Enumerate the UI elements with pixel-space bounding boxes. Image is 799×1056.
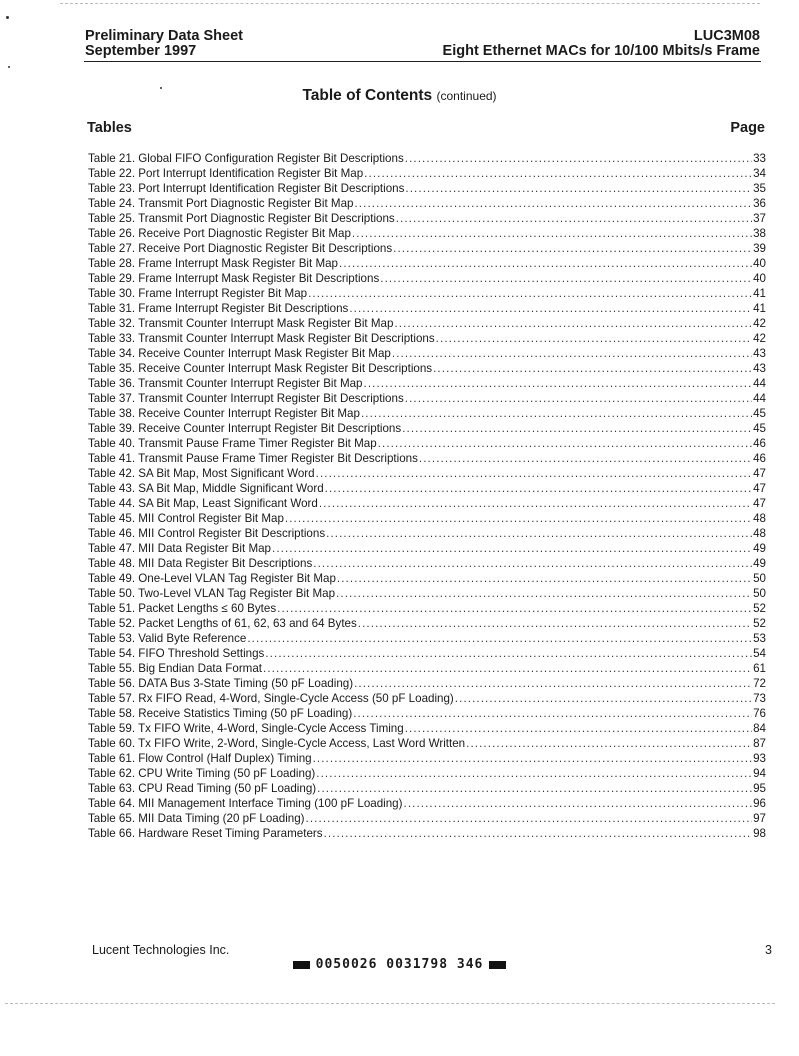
toc-entry[interactable] xyxy=(88,301,766,316)
dot-leader xyxy=(247,631,752,646)
toc-entry-page: 72 xyxy=(753,677,766,690)
dot-leader xyxy=(313,556,752,571)
toc-entry-page: 40 xyxy=(753,272,766,285)
toc-entry[interactable] xyxy=(88,556,766,571)
dot-leader xyxy=(285,511,752,526)
dot-leader xyxy=(419,451,752,466)
header-right xyxy=(443,29,760,59)
toc-entry-title: Table 61. Flow Control (Half Duplex) Timing xyxy=(88,752,312,765)
toc-entry-title: Table 24. Transmit Port Diagnostic Register Bit Map xyxy=(88,197,354,210)
toc-entry-title: Table 50. Two-Level VLAN Tag Register Bit Map xyxy=(88,587,336,600)
toc-entry[interactable] xyxy=(88,211,766,226)
toc-entry-page: 97 xyxy=(753,812,766,825)
toc-entry-page: 76 xyxy=(753,707,766,720)
toc-entry-page: 42 xyxy=(753,332,766,345)
toc-entry[interactable] xyxy=(88,496,766,511)
toc-entry-title: Table 51. Packet Lengths ≤ 60 Bytes xyxy=(88,602,277,615)
toc-entry-page: 41 xyxy=(753,287,766,300)
toc-entry-page: 54 xyxy=(753,647,766,660)
toc-entry-title: Table 29. Frame Interrupt Mask Register Bit Descriptions xyxy=(88,272,380,285)
scan-speck xyxy=(6,16,9,19)
toc-entry-title: Table 59. Tx FIFO Write, 4-Word, Single-Cycle Access Timing xyxy=(88,722,404,735)
toc-entry[interactable] xyxy=(88,766,766,781)
toc-entry-page: 52 xyxy=(753,602,766,615)
dot-leader xyxy=(277,601,752,616)
toc-entry-page: 41 xyxy=(753,302,766,315)
toc-entry-title: Table 60. Tx FIFO Write, 2-Word, Single-Cycle Access, Last Word Written xyxy=(88,737,466,750)
scan-edge-bottom xyxy=(5,1003,775,1004)
toc-entry[interactable] xyxy=(88,571,766,586)
toc-entry-title: Table 46. MII Control Register Bit Descriptions xyxy=(88,527,326,540)
toc-entry-title: Table 21. Global FIFO Configuration Register Bit Descriptions xyxy=(88,152,404,165)
toc-entry[interactable] xyxy=(88,811,766,826)
dot-leader xyxy=(405,721,752,736)
toc-entry-page: 48 xyxy=(753,512,766,525)
toc-entry[interactable] xyxy=(88,226,766,241)
barcode-block-right xyxy=(489,961,506,969)
toc-entry[interactable] xyxy=(88,826,766,841)
toc-entry-title: Table 33. Transmit Counter Interrupt Mask Register Bit Descriptions xyxy=(88,332,435,345)
toc-entry[interactable] xyxy=(88,796,766,811)
toc-entry[interactable] xyxy=(88,631,766,646)
toc-entry[interactable] xyxy=(88,526,766,541)
toc-entry-page: 45 xyxy=(753,407,766,420)
toc-entry-title: Table 23. Port Interrupt Identification Register Bit Descriptions xyxy=(88,182,405,195)
toc-entry[interactable] xyxy=(88,601,766,616)
toc-entry-title: Table 37. Transmit Counter Interrupt Register Bit Descriptions xyxy=(88,392,404,405)
toc-title xyxy=(0,87,799,105)
toc-entry-title: Table 31. Frame Interrupt Register Bit Descriptions xyxy=(88,302,349,315)
toc-entry-title: Table 22. Port Interrupt Identification Register Bit Map xyxy=(88,167,364,180)
dot-leader xyxy=(358,616,752,631)
dot-leader xyxy=(306,811,753,826)
toc-entry-page: 52 xyxy=(753,617,766,630)
column-heading-page: Page xyxy=(730,120,765,136)
toc-entry[interactable] xyxy=(88,151,766,166)
toc-entry[interactable] xyxy=(88,316,766,331)
toc-entry-title: Table 45. MII Control Register Bit Map xyxy=(88,512,284,525)
toc-entry-page: 98 xyxy=(753,827,766,840)
toc-entry-title: Table 41. Transmit Pause Frame Timer Register Bit Descriptions xyxy=(88,452,418,465)
toc-entry[interactable] xyxy=(88,196,766,211)
dot-leader xyxy=(263,661,752,676)
toc-entry-title: Table 25. Transmit Port Diagnostic Register Bit Descriptions xyxy=(88,212,395,225)
dot-leader xyxy=(349,301,752,316)
barcode-block-left xyxy=(293,961,310,969)
toc-entry[interactable] xyxy=(88,721,766,736)
toc-entry-page: 44 xyxy=(753,377,766,390)
toc-entry-title: Table 32. Transmit Counter Interrupt Mask Register Bit Map xyxy=(88,317,394,330)
toc-entry-title: Table 42. SA Bit Map, Most Significant Word xyxy=(88,467,315,480)
dot-leader xyxy=(324,826,753,841)
toc-entry[interactable] xyxy=(88,706,766,721)
footer-company: Lucent Technologies Inc. xyxy=(92,943,230,957)
dot-leader xyxy=(354,196,752,211)
dot-leader xyxy=(405,181,752,196)
toc-entry[interactable] xyxy=(88,181,766,196)
toc-entry-page: 33 xyxy=(753,152,766,165)
toc-entry-page: 43 xyxy=(753,347,766,360)
toc-entry-page: 61 xyxy=(753,662,766,675)
dot-leader xyxy=(361,406,752,421)
toc-entry-page: 36 xyxy=(753,197,766,210)
toc-entry-title: Table 56. DATA Bus 3-State Timing (50 pF Loading) xyxy=(88,677,354,690)
toc-entry-title: Table 54. FIFO Threshold Settings xyxy=(88,647,265,660)
dot-leader xyxy=(364,376,753,391)
toc-entry-title: Table 34. Receive Counter Interrupt Mask Register Bit Map xyxy=(88,347,391,360)
dot-leader xyxy=(466,736,752,751)
dot-leader xyxy=(405,151,752,166)
toc-title-text: Table of Contents xyxy=(302,87,433,104)
dot-leader xyxy=(316,766,752,781)
dot-leader xyxy=(319,496,752,511)
header-rule xyxy=(84,61,761,62)
toc-entry-page: 94 xyxy=(753,767,766,780)
toc-entry[interactable] xyxy=(88,331,766,346)
toc-entry-title: Table 30. Frame Interrupt Register Bit Map xyxy=(88,287,308,300)
toc-entry-page: 40 xyxy=(753,257,766,270)
dot-leader xyxy=(352,226,752,241)
dot-leader xyxy=(265,646,752,661)
toc-entry-page: 53 xyxy=(753,632,766,645)
toc-entry-page: 47 xyxy=(753,497,766,510)
toc-entry[interactable] xyxy=(88,466,766,481)
toc-entry[interactable] xyxy=(88,451,766,466)
dot-leader xyxy=(339,256,752,271)
toc-entry[interactable] xyxy=(88,241,766,256)
toc-entry-page: 44 xyxy=(753,392,766,405)
toc-entry[interactable] xyxy=(88,511,766,526)
dot-leader xyxy=(380,271,752,286)
toc-entry-title: Table 43. SA Bit Map, Middle Significant Word xyxy=(88,482,324,495)
toc-entry-page: 96 xyxy=(753,797,766,810)
barcode xyxy=(0,957,799,972)
toc-entry[interactable] xyxy=(88,346,766,361)
dot-leader xyxy=(272,541,752,556)
scan-edge-top xyxy=(60,3,760,4)
toc-entry[interactable] xyxy=(88,361,766,376)
toc-entry-page: 49 xyxy=(753,557,766,570)
toc-entry-title: Table 27. Receive Port Diagnostic Register Bit Descriptions xyxy=(88,242,393,255)
toc-entry-title: Table 40. Transmit Pause Frame Timer Register Bit Map xyxy=(88,437,377,450)
toc-entry-list xyxy=(88,151,766,841)
toc-entry[interactable] xyxy=(88,781,766,796)
scan-speck xyxy=(8,66,10,68)
dot-leader xyxy=(402,421,752,436)
toc-entry[interactable] xyxy=(88,286,766,301)
toc-continued: (continued) xyxy=(436,89,497,103)
toc-entry-title: Table 49. One-Level VLAN Tag Register Bit Map xyxy=(88,572,336,585)
dot-leader xyxy=(354,676,752,691)
toc-entry[interactable] xyxy=(88,481,766,496)
toc-entry[interactable] xyxy=(88,256,766,271)
header-left xyxy=(85,29,243,59)
dot-leader xyxy=(308,286,752,301)
dot-leader xyxy=(313,751,753,766)
toc-entry-page: 87 xyxy=(753,737,766,750)
toc-entry[interactable] xyxy=(88,646,766,661)
toc-entry-title: Table 63. CPU Read Timing (50 pF Loading) xyxy=(88,782,317,795)
product-title: Eight Ethernet MACs for 10/100 Mbits/s Frame xyxy=(442,43,760,59)
toc-entry-title: Table 64. MII Management Interface Timing (100 pF Loading) xyxy=(88,797,403,810)
toc-entry-title: Table 26. Receive Port Diagnostic Register Bit Map xyxy=(88,227,351,240)
dot-leader xyxy=(378,436,752,451)
toc-entry-page: 38 xyxy=(753,227,766,240)
toc-entry[interactable] xyxy=(88,421,766,436)
dot-leader xyxy=(326,526,752,541)
toc-entry[interactable] xyxy=(88,376,766,391)
toc-entry-page: 49 xyxy=(753,542,766,555)
toc-entry-title: Table 55. Big Endian Data Format xyxy=(88,662,263,675)
toc-entry[interactable] xyxy=(88,661,766,676)
part-number: LUC3M08 xyxy=(693,28,760,44)
toc-entry-page: 45 xyxy=(753,422,766,435)
toc-entry-page: 35 xyxy=(753,182,766,195)
toc-entry-page: 39 xyxy=(753,242,766,255)
dot-leader xyxy=(404,796,753,811)
dot-leader xyxy=(317,781,752,796)
toc-entry-title: Table 28. Frame Interrupt Mask Register Bit Map xyxy=(88,257,339,270)
dot-leader xyxy=(325,481,752,496)
toc-entry[interactable] xyxy=(88,616,766,631)
toc-entry[interactable] xyxy=(88,406,766,421)
toc-entry-page: 34 xyxy=(753,167,766,180)
dot-leader xyxy=(393,241,752,256)
dot-leader xyxy=(396,211,752,226)
toc-entry-title: Table 65. MII Data Timing (20 pF Loading) xyxy=(88,812,305,825)
toc-entry-page: 84 xyxy=(753,722,766,735)
toc-entry-title: Table 47. MII Data Register Bit Map xyxy=(88,542,272,555)
dot-leader xyxy=(353,706,752,721)
toc-entry[interactable] xyxy=(88,166,766,181)
dot-leader xyxy=(394,316,752,331)
toc-entry-title: Table 52. Packet Lengths of 61, 62, 63 and 64 Bytes xyxy=(88,617,357,630)
toc-entry-title: Table 44. SA Bit Map, Least Significant Word xyxy=(88,497,318,510)
column-heading-tables: Tables xyxy=(87,120,132,136)
toc-entry-page: 47 xyxy=(753,467,766,480)
toc-entry-page: 43 xyxy=(753,362,766,375)
dot-leader xyxy=(455,691,752,706)
dot-leader xyxy=(392,346,752,361)
toc-entry-title: Table 62. CPU Write Timing (50 pF Loading) xyxy=(88,767,316,780)
toc-entry-page: 50 xyxy=(753,572,766,585)
toc-entry-page: 46 xyxy=(753,452,766,465)
toc-entry-title: Table 38. Receive Counter Interrupt Register Bit Map xyxy=(88,407,360,420)
doc-type: Preliminary Data Sheet xyxy=(85,28,243,44)
toc-entry[interactable] xyxy=(88,691,766,706)
toc-entry[interactable] xyxy=(88,586,766,601)
toc-entry-page: 50 xyxy=(753,587,766,600)
toc-entry-title: Table 66. Hardware Reset Timing Parameters xyxy=(88,827,323,840)
toc-entry-page: 93 xyxy=(753,752,766,765)
dot-leader xyxy=(433,361,752,376)
toc-entry-title: Table 57. Rx FIFO Read, 4-Word, Single-Cycle Access (50 pF Loading) xyxy=(88,692,454,705)
dot-leader xyxy=(364,166,752,181)
toc-entry-page: 37 xyxy=(753,212,766,225)
dot-leader xyxy=(337,571,752,586)
toc-entry[interactable] xyxy=(88,391,766,406)
toc-entry[interactable] xyxy=(88,436,766,451)
dot-leader xyxy=(316,466,752,481)
dot-leader xyxy=(336,586,752,601)
toc-entry[interactable] xyxy=(88,271,766,286)
footer-page-number: 3 xyxy=(765,943,772,957)
toc-entry-page: 95 xyxy=(753,782,766,795)
dot-leader xyxy=(405,391,752,406)
toc-entry-title: Table 48. MII Data Register Bit Descriptions xyxy=(88,557,313,570)
toc-entry-page: 73 xyxy=(753,692,766,705)
toc-entry-title: Table 36. Transmit Counter Interrupt Register Bit Map xyxy=(88,377,363,390)
toc-entry[interactable] xyxy=(88,541,766,556)
dot-leader xyxy=(436,331,752,346)
toc-entry-page: 47 xyxy=(753,482,766,495)
toc-entry[interactable] xyxy=(88,736,766,751)
toc-entry-title: Table 53. Valid Byte Reference xyxy=(88,632,247,645)
doc-date: September 1997 xyxy=(85,43,197,59)
toc-entry[interactable] xyxy=(88,676,766,691)
toc-entry-title: Table 35. Receive Counter Interrupt Mask Register Bit Descriptions xyxy=(88,362,433,375)
toc-entry-title: Table 58. Receive Statistics Timing (50 pF Loading) xyxy=(88,707,353,720)
toc-entry[interactable] xyxy=(88,751,766,766)
toc-entry-title: Table 39. Receive Counter Interrupt Register Bit Descriptions xyxy=(88,422,402,435)
toc-entry-page: 42 xyxy=(753,317,766,330)
toc-entry-page: 48 xyxy=(753,527,766,540)
barcode-text: 0050026 0031798 346 xyxy=(315,957,484,972)
toc-entry-page: 46 xyxy=(753,437,766,450)
